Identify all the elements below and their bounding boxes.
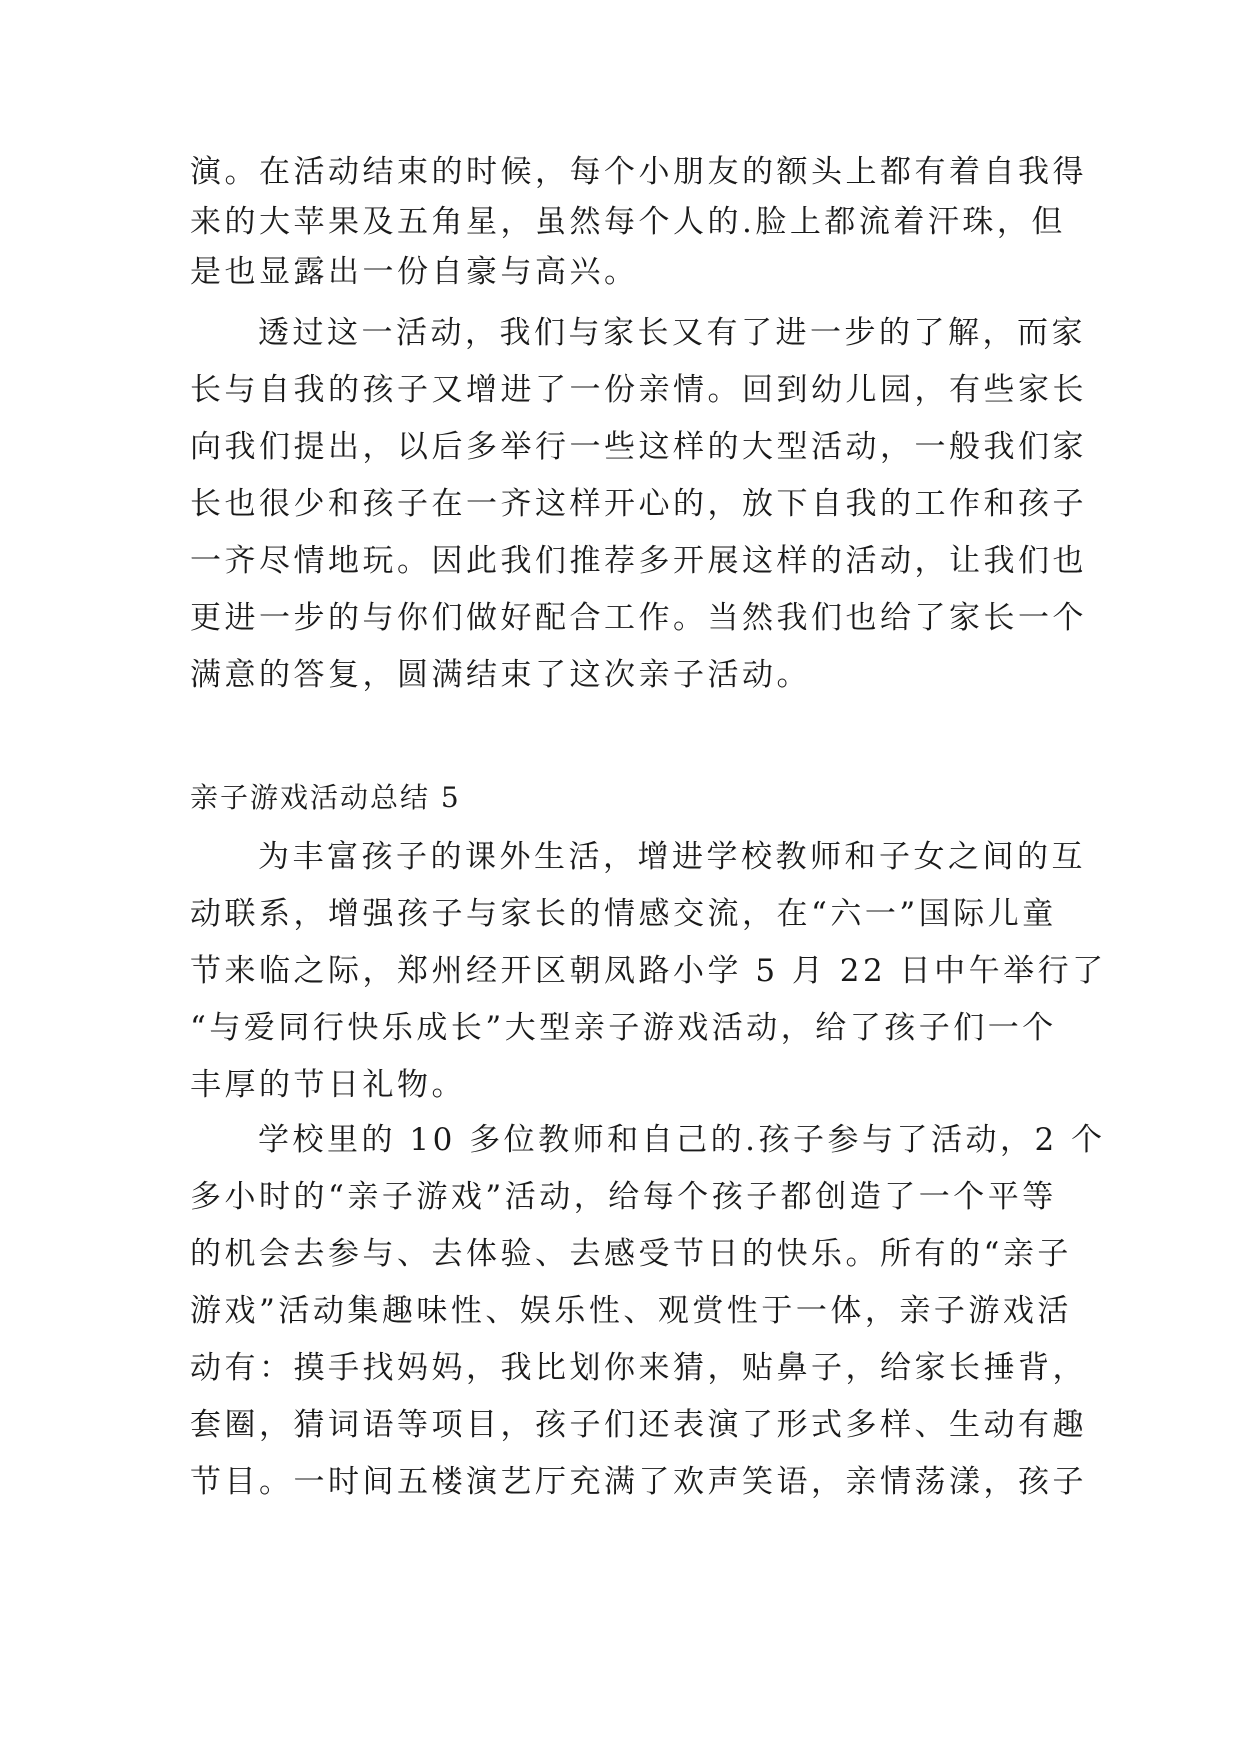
text-line: 多小时的“亲子游戏”活动，给每个孩子都创造了一个平等	[190, 1179, 1057, 1215]
text-line: 长与自我的孩子又增进了一份亲情。回到幼儿园，有些家长	[190, 372, 1087, 408]
text-line: 动有：摸手找妈妈，我比划你来猜，贴鼻子，给家长捶背，	[190, 1350, 1087, 1386]
text-line: 透过这一活动，我们与家长又有了进一步的了解，而家	[258, 315, 1086, 351]
text-line: 来的大苹果及五角星，虽然每个人的.脸上都流着汗珠，但	[190, 204, 1066, 240]
text-line: 长也很少和孩子在一齐这样开心的，放下自我的工作和孩子	[190, 486, 1087, 522]
text-line: 为丰富孩子的课外生活，增进学校教师和子女之间的互	[258, 839, 1086, 875]
text-line: 更进一步的与你们做好配合工作。当然我们也给了家长一个	[190, 600, 1087, 636]
text-line: 套圈，猜词语等项目，孩子们还表演了形式多样、生动有趣	[190, 1407, 1087, 1443]
text-line: 动联系，增强孩子与家长的情感交流，在“六一”国际儿童	[190, 896, 1057, 932]
text-line: 的机会去参与、去体验、去感受节日的快乐。所有的“亲子	[190, 1236, 1072, 1272]
text-line: 是也显露出一份自豪与高兴。	[190, 254, 639, 290]
text-line: 节来临之际，郑州经开区朝凤路小学 5 月 22 日中午举行了	[190, 953, 1107, 989]
text-line: 节目。一时间五楼演艺厅充满了欢声笑语，亲情荡漾，孩子	[190, 1464, 1087, 1500]
text-line: “与爱同行快乐成长”大型亲子游戏活动，给了孩子们一个	[190, 1010, 1057, 1046]
text-line: 一齐尽情地玩。因此我们推荐多开展这样的活动，让我们也	[190, 543, 1087, 579]
text-line: 满意的答复，圆满结束了这次亲子活动。	[190, 657, 811, 693]
text-line: 向我们提出，以后多举行一些这样的大型活动，一般我们家	[190, 429, 1087, 465]
text-line: 学校里的 10 多位教师和自己的.孩子参与了活动，2 个	[258, 1122, 1106, 1158]
text-line: 游戏”活动集趣味性、娱乐性、观赏性于一体，亲子游戏活	[190, 1293, 1072, 1329]
text-line: 丰厚的节日礼物。	[190, 1067, 466, 1103]
text-line: 演。在活动结束的时候，每个小朋友的额头上都有着自我得	[190, 154, 1087, 190]
section-title-text: 亲子游戏活动总结 5	[190, 781, 461, 814]
